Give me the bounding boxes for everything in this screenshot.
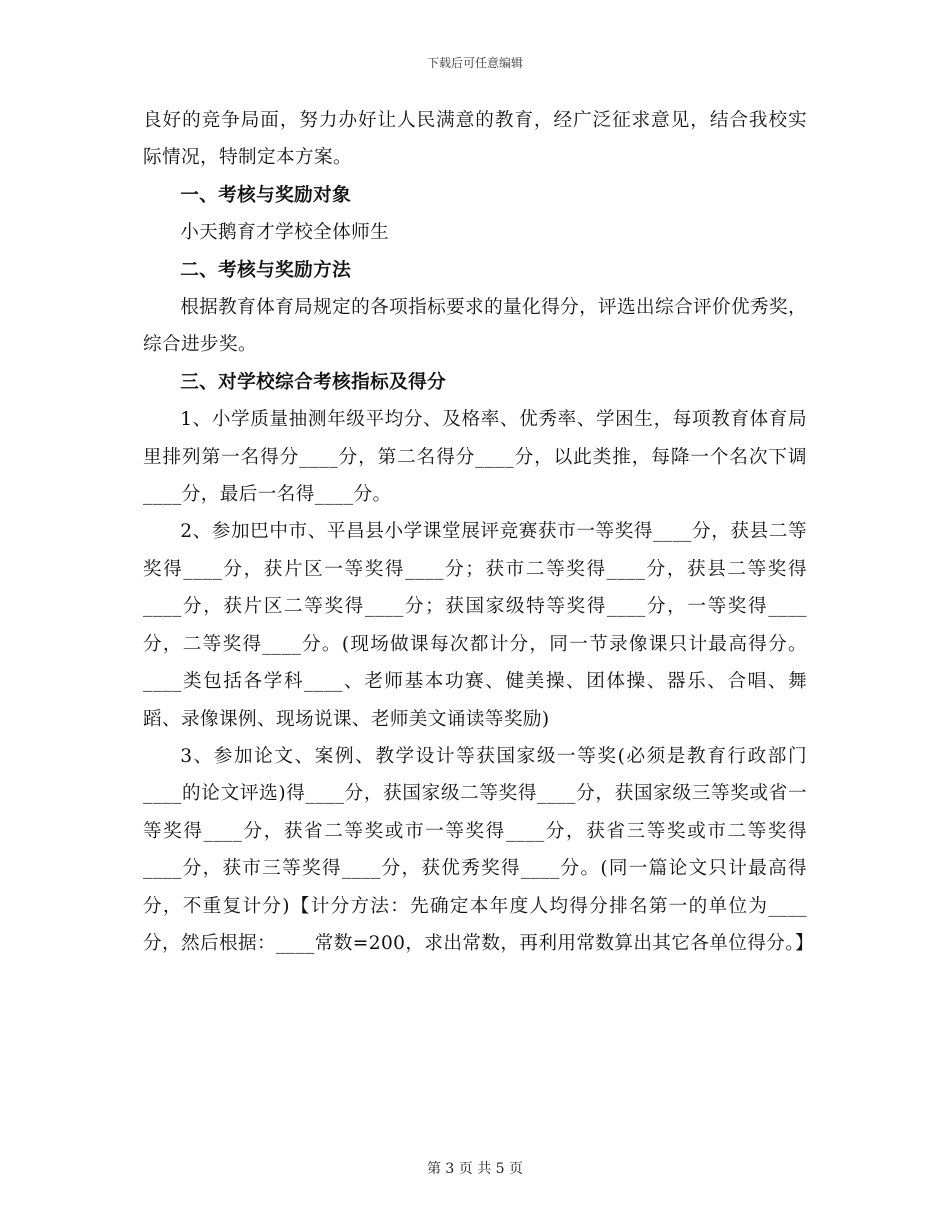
paragraph-item-1: 1、小学质量抽测年级平均分、及格率、优秀率、学困生，每项教育体育局里排列第一名得分____分，第二名得分____分，以此类推，每降一个名次下调____分，最后一名得____分。 [143, 409, 807, 506]
page-header: 下载后可任意编辑 [426, 56, 523, 70]
document-body [143, 102, 814, 962]
section-heading-3: 三、对学校综合考核指标及得分 [180, 371, 447, 393]
section-heading-2: 二、考核与奖励方法 [180, 259, 352, 281]
paragraph-target: 小天鹅育才学校全体师生 [180, 222, 390, 244]
paragraph-intro: 良好的竞争局面，努力办好让人民满意的教育，经广泛征求意见，结合我校实际情况，特制定本方案。 [143, 110, 807, 169]
paragraph-method: 根据教育体育局规定的各项指标要求的量化得分，评选出综合评价优秀奖，综合进步奖。 [143, 297, 807, 356]
page-footer: 第 3 页 共 5 页 [426, 1161, 524, 1177]
paragraph-item-3: 3、参加论文、案例、教学设计等获国家级一等奖(必须是教育行政部门____的论文评选)得____分，获国家级二等奖得____分，获国家级三等奖或省一等奖得____分，获省二等奖或市一等奖得____分，获省三等奖或市二等奖得____分，获市三等奖得____分，获优秀奖得____分。(同一篇论文只计最高得分，不重复计分)【计分方法：先确定本年度人均得分排名第一的单位为____分，然后根据：____常数=200，求出常数，再利用常数算出其它各单位得分。】 [143, 745, 814, 954]
section-heading-1: 一、考核与奖励对象 [180, 184, 352, 206]
paragraph-item-2: 2、参加巴中市、平昌县小学课堂展评竞赛获市一等奖得____分，获县二等奖得____分，获片区一等奖得____分；获市二等奖得____分，获县二等奖得____分，获片区二等奖得____分；获国家级特等奖得____分，一等奖得____分，二等奖得____分。(现场做课每次都计分，同一节录像课只计最高得分。____类包括各学科____、老师基本功赛、健美操、团体操、器乐、合唱、舞蹈、录像课例、现场说课、老师美文诵读等奖励) [143, 521, 807, 730]
